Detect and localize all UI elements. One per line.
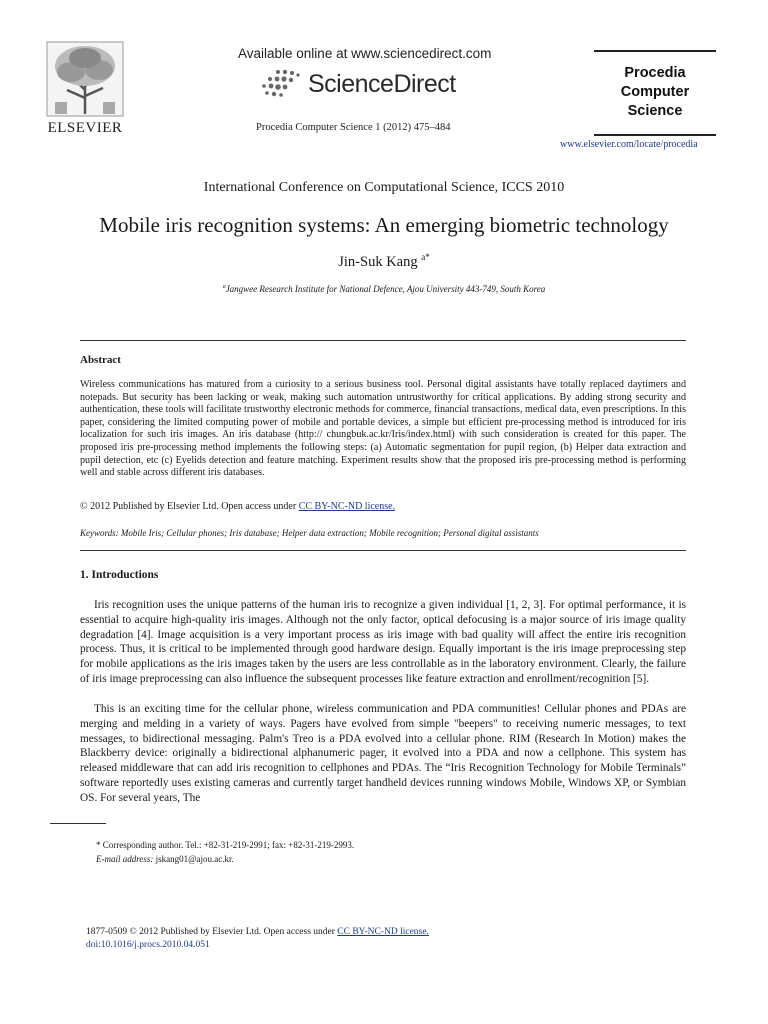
footer-copyright-icon: © (129, 927, 137, 937)
copyright-icon: © (80, 501, 88, 512)
abstract-copyright-line (80, 501, 395, 512)
paper-title: Mobile iris recognition systems: An emerging biometric technology (99, 213, 669, 237)
issn-text: 1877-0509 (86, 927, 130, 937)
footnote-rule (50, 823, 106, 824)
sciencedirect-wordmark: ScienceDirect (308, 70, 456, 98)
footer-license-link[interactable]: CC BY-NC-ND license. (337, 927, 429, 937)
author-line (0, 252, 768, 271)
procedia-journal-box (594, 50, 716, 136)
corresponding-author-footnote: * Corresponding author. Tel.: +82-31-219-2991; fax: +82-31-219-2993. (96, 840, 355, 850)
procedia-journal-title: Procedia Computer Science (620, 65, 690, 119)
conference-name: International Conference on Computational Science, ICCS 2010 (203, 180, 565, 195)
email-label: E-mail address: (96, 854, 154, 864)
sciencedirect-logo (258, 66, 498, 102)
abstract-text: Wireless communications has matured from a curiosity to a serious business tool. Personal digital assistants have totally replaced daytimers and notepads. But security has been lacking or weak, making such automation untrustworthy for critical applications. By adding strong security and authentication, these tools will facilitate trustworthy electronic methods for commerce, financial transactions, medical data, even prescriptions. In this paper, considering the limited computing power of mobile and portable devices, a simple but efficient pre-processing method is introduced for iris localization for such iris images. An iris database (http:// chungbuk.ac.kr/Iris/index.html) with such consideration is created for this paper. The proposed iris pre-processing method implements the following steps: (a) Automatic segmentation for pupil region, (b) Helper data extraction and pupil detection, etc (c) Eyelids detection and feature matching. Experiment results show that the proposed iris pre-processing method is performing well and stable across different iris databases. (80, 379, 686, 479)
journal-url-link[interactable]: www.elsevier.com/locate/procedia (560, 139, 698, 150)
publisher-name: ELSEVIER (47, 120, 123, 136)
affiliation-line (0, 284, 768, 294)
email-footnote (96, 854, 234, 864)
elsevier-tree-icon (45, 40, 125, 118)
copyright-text: 2012 Published by Elsevier Ltd. Open access under (87, 501, 299, 512)
issn-line (86, 927, 429, 937)
email-address[interactable]: jskang01@ajou.ac.kr. (153, 854, 234, 864)
keywords-line: Keywords: Mobile Iris; Cellular phones; Iris database; Helper data extraction; Mobile recognition; Personal digital assistants (80, 528, 539, 538)
abstract-top-rule (80, 340, 686, 341)
journal-reference: Procedia Computer Science 1 (2012) 475–484 (256, 122, 451, 133)
sciencedirect-dots-icon (258, 68, 302, 100)
doi-link[interactable]: doi:10.1016/j.procs.2010.04.051 (86, 940, 210, 950)
abstract-bottom-rule (80, 550, 686, 551)
footer-published-text: 2012 Published by Elsevier Ltd. Open access under (136, 927, 338, 937)
author-name: Jin-Suk Kang (338, 253, 418, 270)
elsevier-logo (40, 40, 130, 136)
available-online-text: Available online at www.sciencedirect.com (238, 46, 492, 61)
body-paragraph-1: Iris recognition uses the unique patterns of the human iris to recognize a given individual [1, 2, 3]. For optimal performance, it is essential to acquire high-quality iris images. Although not the only factor, optical defocusing is a major source of iris image quality degradation [4]. Image acquisition is a very important process as iris image with bad quality will affect the entire iris recognition process. Thus, it is critical to be implemented through good hardware design. Equally important is the iris image preprocessing step for mobile applications as the iris images taken by the users are less controllable as in the laboratory environment. Clearly, the failure of iris image preprocessing can also influence the subsequent processes like feature extraction and enrollment/recognition [5]. (80, 599, 686, 685)
section-heading: 1. Introductions (80, 569, 159, 581)
body-paragraph-2: This is an exciting time for the cellular phone, wireless communication and PDA communities! Cellular phones and PDAs are merging and melding in a variety of ways. Pagers have evolved from simple "beepers" to receiving numeric messages, to text messages, to bidirectional messaging. Palm's Treo is a PDA evolved into a cellular phone. RIM (Research In Motion) makes the Blackberry device: originally a bidirectional alphanumeric pager, it evolved into a PDA and now a cellphone. This system has released middleware that can add iris recognition to cellphones and PDAs. The “Iris Recognition Technology for Mobile Terminals” software reportedly uses existing cameras and currently target handheld devices running windows Mobile, Windows XP, or Symbian OS. For several years, The (80, 703, 686, 804)
affiliation-mark: a (222, 284, 226, 290)
affiliation-text: Jangwee Research Institute for National Defence, Ajou University 443-749, South Korea (225, 284, 546, 294)
abstract-heading: Abstract (80, 354, 121, 366)
author-marks: a* (421, 252, 430, 262)
license-link[interactable]: CC BY-NC-ND license. (298, 501, 396, 512)
